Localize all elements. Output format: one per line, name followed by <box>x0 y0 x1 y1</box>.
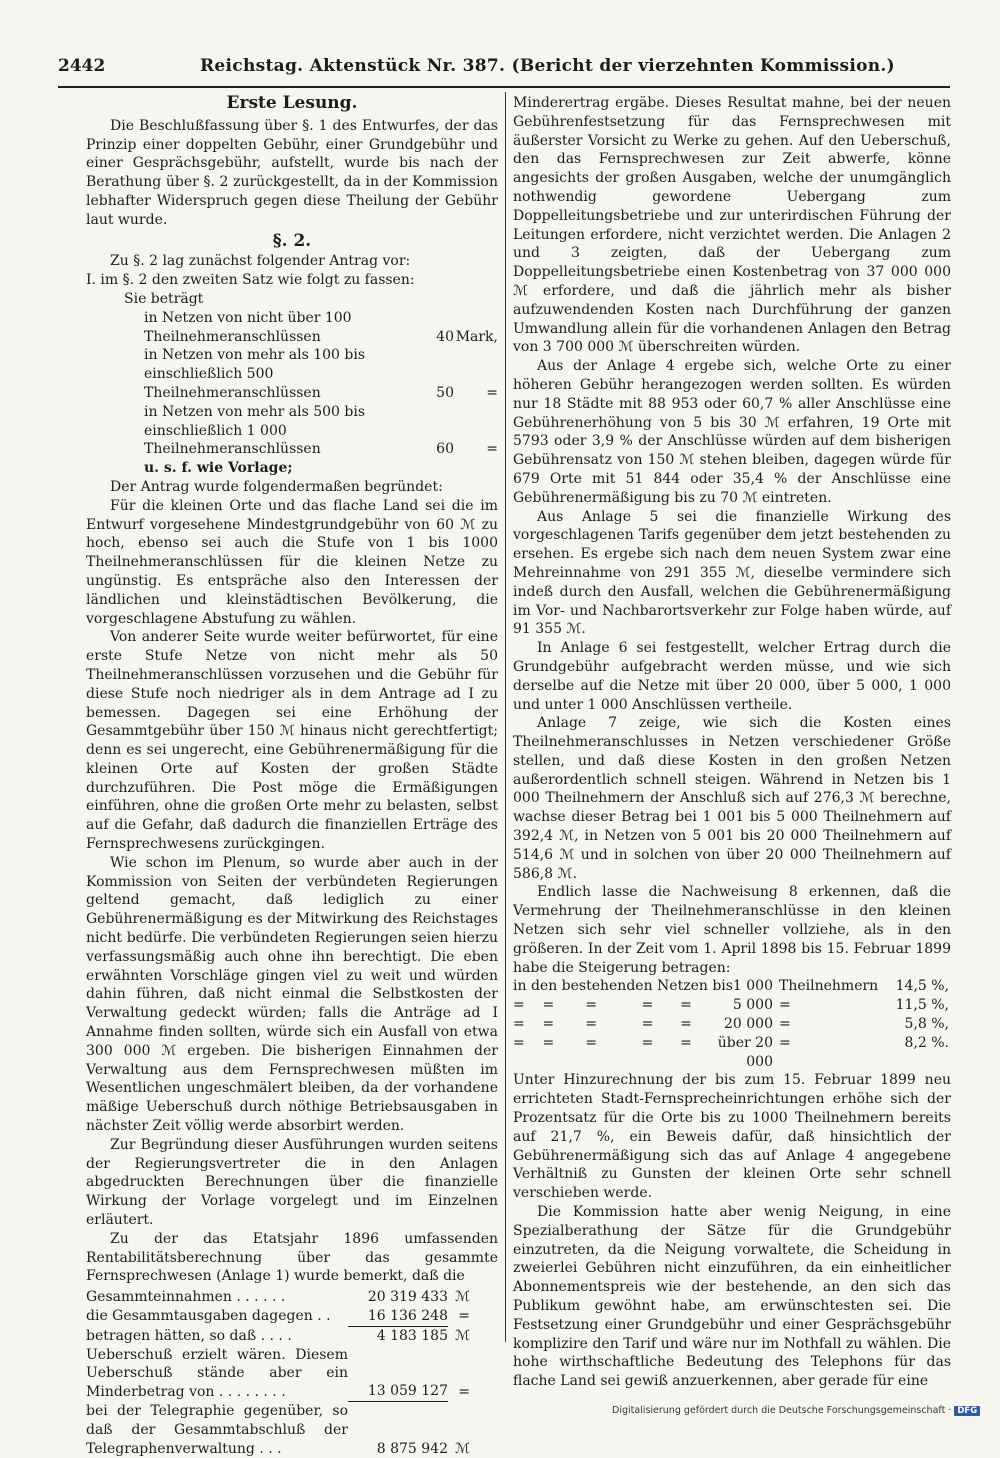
column-divider <box>505 92 506 1342</box>
paragraph: Endlich lasse die Nachweisung 8 erkennen, daß die Vermehrung der Theilnehmeranschlüsse in den kleinen Netzen sich sehr viel schneller vollziehe, als in den größeren. In der Zeit vom 1. April 1898 bis 15. Februar 1899 habe die Steigerung betragen: <box>513 884 951 976</box>
fee-unit: = <box>486 441 498 458</box>
paragraph: Aus Anlage 5 sei die finanzielle Wirkung des vorgeschlagenen Tarifs gegenüber dem jetzt bestehenden zu ersehen. Es ergebe sich nach dem neuen System zwar eine Mehreinnahme von 291 355 ℳ, dieselbe vermindere sich indeß durch den Ausfall, welchen die Gebührenermäßigung im Vor- und Nachbarortsverkehr zur Folge haben würde, auf 91 355 ℳ. <box>513 508 951 638</box>
fin-unit: ℳ <box>455 1289 470 1306</box>
right-column <box>513 94 951 1391</box>
growth-size: über 20 000 <box>717 1034 773 1070</box>
fee-row <box>86 309 498 347</box>
fin-label: die Gesammtausgaben dagegen . . <box>86 1308 331 1324</box>
fee-label: in Netzen von nicht über 100 Theilnehmeranschlüssen <box>144 309 352 345</box>
growth-size: 1 000 <box>732 978 773 995</box>
paragraph: I. im §. 2 den zweiten Satz wie folgt zu fassen: <box>86 272 415 289</box>
fin-value: 4 183 185 <box>376 1327 448 1344</box>
growth-value: 14,5 %, <box>895 978 949 995</box>
fee-unit: = <box>486 384 498 401</box>
header-title: Reichstag. Aktenstück Nr. 387. (Bericht der vierzehnten Kommission.) <box>200 56 895 76</box>
fin-value: 8 875 942 <box>376 1440 448 1457</box>
running-header <box>58 56 950 84</box>
growth-label: in den bestehenden Netzen bis <box>513 978 733 995</box>
fin-label: bei der Telegraphie gegenüber, so daß der Gesammtabschluß der Telegraphenverwaltung . . . <box>86 1402 348 1457</box>
paragraph: Wie schon im Plenum, so wurde aber auch in der Kommission von Seiten der verbündeten Regierungen geltend gemacht, daß lediglich zu einer Gebührenermäßigung es der Mitwirkung des Reichstages nicht bedürfe. Die verbündeten Regierungen seien hierzu verfassungsmäßig auch ohne ihn berechtigt. Die eben erwähnten Vorschläge gingen viel zu weit und würden dahin führen, daß nicht einmal die Selbstkosten der Verwaltung gedeckt würden; falls die Anträge ad I Annahme finden sollten, würde sich ein Ausfall von etwa 300 000 ℳ ergeben. Die bisherigen Einnahmen der Verwaltung aus dem Fernsprechwesen müßten im Wesentlichen ungeschmälert bleiben, da der vorhandene mäßige Ueberschuß durch nöthige Betriebsausgaben in nächster Zeit völlig werde absorbirt werden. <box>86 854 498 1135</box>
fee-label: in Netzen von mehr als 100 bis einschließlich 500 Theilnehmeranschlüssen <box>144 347 366 401</box>
growth-value: 5,8 %, <box>904 1016 949 1033</box>
paragraph: Anlage 7 zeige, wie sich die Kosten eines Theilnehmeranschlusses in Netzen verschiedener Größe stellen, und daß diese Kosten in den großen Netzen außerordentlich schnell steigen. Während in Netzen bis 1 000 Theilnehmern der Anschluß sich auf 276,3 ℳ berechne, wachse dieser Betrag bei 1 001 bis 5 000 Theilnehmern auf 392,4 ℳ, in Netzen von 5 001 bis 20 000 Theilnehmern auf 514,6 ℳ und in solchen von über 20 000 Theilnehmern auf 586,8 ℳ. <box>513 715 951 882</box>
financial-table <box>86 1288 498 1458</box>
fin-value: 16 136 248 <box>348 1307 448 1327</box>
fin-value: 20 319 433 <box>367 1289 448 1306</box>
fin-label: Ueberschuß erzielt wären. Diesem Ueberschuß stände aber ein Minderbetrag von . . . . . . . . <box>86 1346 348 1401</box>
fin-unit: ℳ <box>455 1327 470 1344</box>
paragraph: Von anderer Seite wurde weiter befürwortet, für eine erste Stufe Netze von nicht mehr als 50 Theilnehmeranschlüssen vorzusehen und die Gebühr für diese Stufe noch niedriger als in dem Antrage ad I zu bemessen. Dagegen sei eine Erhöhung der Gesammtgebühr über 150 ℳ hinaus nicht gerechtfertigt; denn es sei ungerecht, eine Gebührenermäßigung für die kleinen Orte auf Kosten der großen Städte durchzuführen. Die Post möge die Ermäßigungen einführen, ohne die großen Orte mehr zu belasten, selbst auf die Gefahr, daß dadurch die finanziellen Erträge des Fernsprechwesens zurückgingen. <box>86 629 498 853</box>
fee-label: in Netzen von mehr als 500 bis einschließlich 1 000 Theilnehmeranschlüssen <box>144 403 366 458</box>
paragraph: u. s. f. wie Vorlage; <box>144 460 293 477</box>
fin-value: 13 059 127 <box>348 1382 448 1402</box>
fee-value: 60 <box>436 441 454 458</box>
growth-size: 5 000 <box>732 997 773 1014</box>
fee-row <box>86 403 498 459</box>
fee-unit: Mark, <box>455 328 498 345</box>
fee-row <box>86 346 498 402</box>
paragraph: Unter Hinzurechnung der bis zum 15. Februar 1899 neu errichteten Stadt-Fernsprecheinrichtungen erhöhe sich der Prozentsatz für die Orte bis zu 1000 Theilnehmern bereits auf 21,7 %, ein Beweis dafür, daß hinsichtlich der Gebührenermäßigung sich das auf Anlage 4 angegebene Verhältniß zu Gunsten der kleinen Orte sehr schnell verschieben werde. <box>513 1072 951 1202</box>
paragraph: Für die kleinen Orte und das flache Land sei die im Entwurf vorgesehene Mindestgrundgebühr von 60 ℳ zu hoch, ebenso sei auch die Stufe von 1 bis 1000 Theilnehmeranschlüssen für die kleinen Netze zu ungünstig. Es entspräche also den Interessen der ländlichen und kleinstädtischen Bevölkerung, die vorgeschlagene Abstufung zu wählen. <box>86 497 498 627</box>
growth-size: 20 000 <box>724 1016 773 1033</box>
fin-unit: ℳ <box>455 1440 470 1457</box>
growth-label: = = = = = <box>513 1016 692 1033</box>
paragraph: Der Antrag wurde folgendermaßen begründet: <box>110 478 443 495</box>
growth-label: = = = = = <box>513 997 692 1014</box>
dfg-logo: DFG <box>954 1406 980 1416</box>
fin-unit: = <box>458 1384 470 1401</box>
fin-unit: = <box>458 1308 470 1324</box>
header-rule <box>58 86 950 88</box>
growth-label: = = = = = <box>513 1034 692 1051</box>
credit-text: Digitalisierung gefördert durch die Deutsche Forschungsgemeinschaft · <box>612 1405 952 1416</box>
growth-table <box>513 977 951 1071</box>
paragraph: Zu §. 2 lag zunächst folgender Antrag vor: <box>110 253 411 270</box>
growth-unit: = <box>779 1034 791 1051</box>
page-number: 2442 <box>58 56 106 76</box>
digitization-credit <box>612 1405 978 1421</box>
fee-value: 40 <box>436 328 454 345</box>
growth-value: 11,5 %, <box>895 997 949 1014</box>
paragraph: Zur Begründung dieser Ausführungen wurden seitens der Regierungsvertreter die in den Anlagen abgedruckten Berechnungen über die finanzielle Wirkung der Vorlage vorgelegt und im Einzelnen erläutert. <box>86 1136 498 1229</box>
fee-value: 50 <box>436 384 454 401</box>
growth-unit: = <box>779 1016 791 1033</box>
fin-label: Gesammteinnahmen . . . . . . <box>86 1289 286 1306</box>
paragraph: Die Beschlußfassung über §. 1 des Entwurfes, der das Prinzip einer doppelten Gebühr, einer Grundgebühr und einer Gesprächsgebühr, aufstellt, wurde bis nach der Berathung über §. 2 zurückgestellt, da in der Kommission lebhafter Widerspruch gegen diese Theilung der Gebühr laut wurde. <box>86 117 498 228</box>
paragraph: Aus der Anlage 4 ergebe sich, welche Orte zu einer höheren Gebühr herangezogen werden sollten. Es würden nur 18 Städte mit 88 953 oder 60,7 % aller Anschlüsse eine Gebührenerhöhung von 5 bis 30 ℳ erfahren, 19 Orte mit 5793 oder 3,9 % der Anschlüsse würden auf dem bisherigen Gebührensatz von 150 ℳ stehen bleiben, dagegen würde für 679 Orte mit 51 844 oder 35,4 % der Anschlüsse eine Gebührenermäßigung bis zu 70 ℳ eintreten. <box>513 358 951 506</box>
growth-value: 8,2 %. <box>904 1034 949 1051</box>
growth-unit: = <box>779 997 791 1014</box>
paragraph: Sie beträgt <box>124 290 204 307</box>
paragraph: In Anlage 6 sei festgestellt, welcher Ertrag durch die Grundgebühr aufgebracht werden müsse, und wie sich derselbe auf die Netze mit über 20 000, über 5 000, 1 000 und unter 1 000 Anschlüssen vertheile. <box>513 640 951 713</box>
left-column <box>86 94 498 1458</box>
growth-unit: Theilnehmern <box>779 978 879 995</box>
paragraph: Minderertrag ergäbe. Dieses Resultat mahne, bei der neuen Gebührenfestsetzung für das Fernsprechwesen mit äußerster Vorsicht zu Werke zu gehen. Auf den Ueberschuß, den das Fernsprechwesen zur Zeit abwerfe, könne angesichts der großen Ausgaben, welche der unumgänglich nothwendig gewordene Uebergang zum Doppelleitungsbetriebe und zur unterirdischen Führung der Leitungen erfordere, nicht verzichtet werden. Die Anlagen 2 und 3 zeigten, daß der Uebergang zum Doppelleitungsbetriebe einen Kostenbetrag von 37 000 000 ℳ erfordere, und daß die jährlich mehr als bisher aufzuwendenden Kosten nach Durchführung der ganzen Umwandlung allein für die vorhandenen Anlagen den Betrag von 3 700 000 ℳ überschreiten würden. <box>513 95 951 356</box>
paragraph: Die Kommission hatte aber wenig Neigung, in eine Spezialberathung der Sätze für die Grundgebühr einzutreten, da die Neigung vorwaltete, die Scheidung in zweierlei Gebühren nicht einzuführen, da ein einheitlicher Abonnementspreis wie der bestehende, an den sich das Publikum gewöhnt habe, am erwünschtesten sei. Die Festsetzung einer Grundgebühr und einer Gesprächsgebühr komplizire den Tarif und wäre nur im Nothfall zu wählen. Die hohe wirthschaftliche Bedeutung des Telephons für das flache Land sei gewiß anzuerkennen, aber gerade für eine <box>513 1204 951 1390</box>
fin-label: betragen hätten, so daß . . . . <box>86 1327 292 1344</box>
section-number: §. 2. <box>272 230 312 251</box>
section-heading: Erste Lesung. <box>226 93 358 113</box>
paragraph: Zu der das Etatsjahr 1896 umfassenden Rentabilitätsberechnung über das gesammte Fernsprechwesen (Anlage 1) wurde bemerkt, daß die <box>86 1230 498 1285</box>
